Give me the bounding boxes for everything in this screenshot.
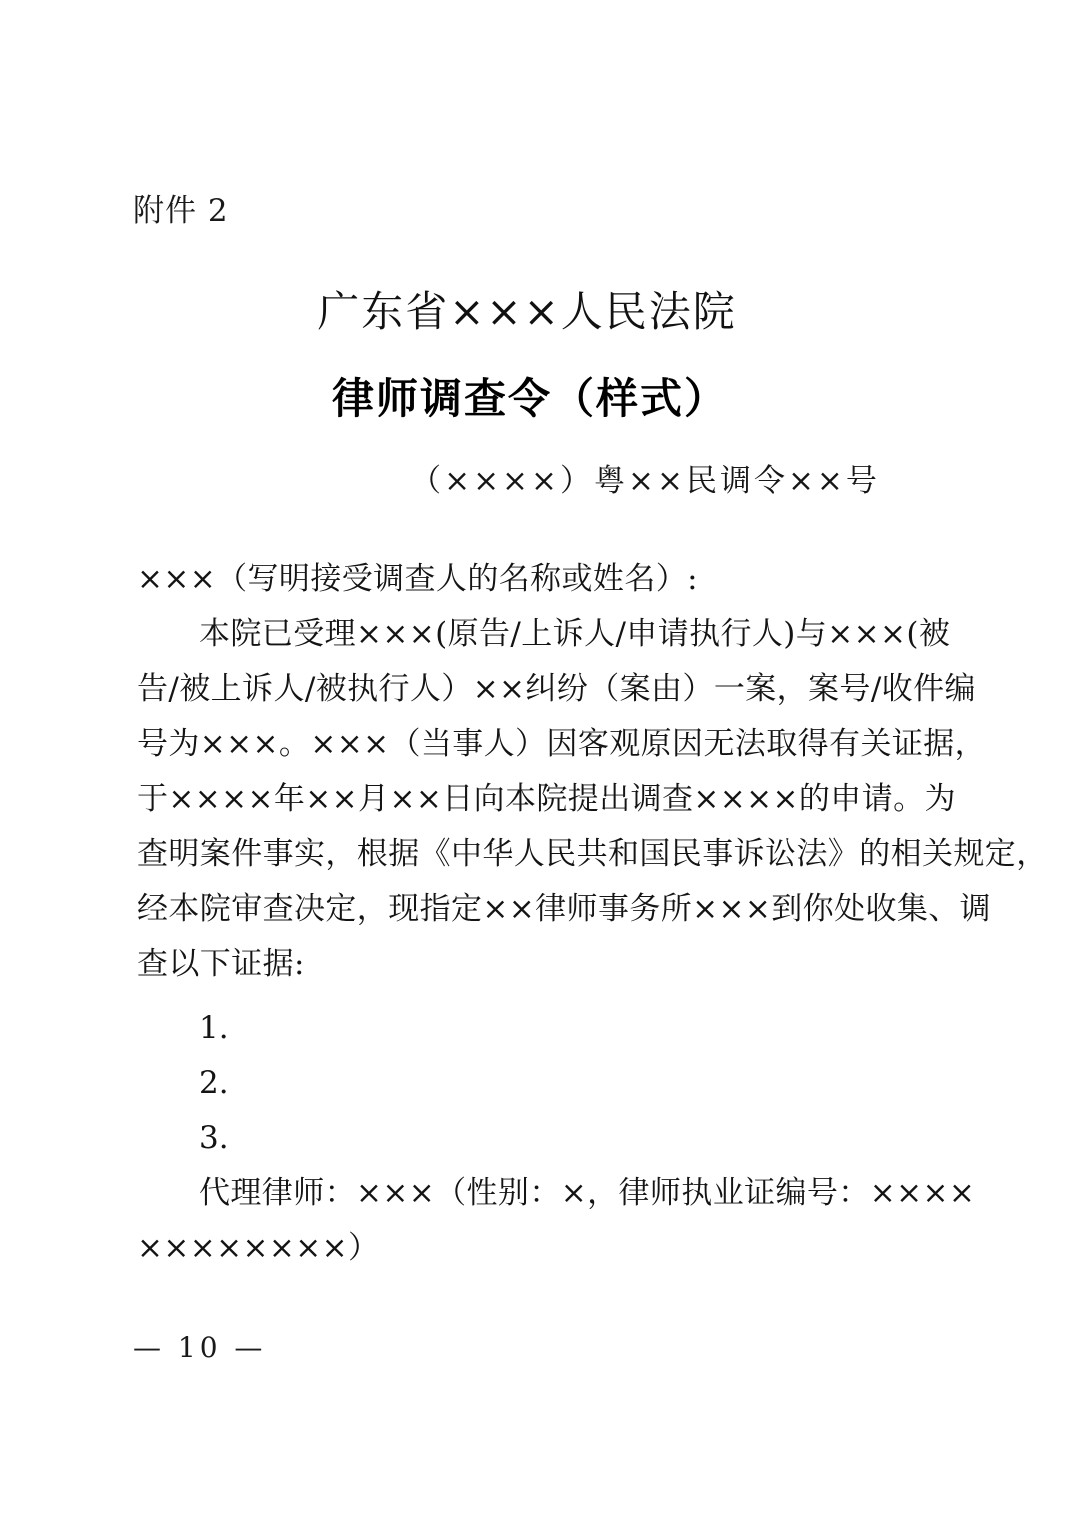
body-paragraph-line: 于××××年××月××日向本院提出调查××××的申请。为: [137, 781, 956, 817]
list-item-number: 2.: [199, 1065, 229, 1101]
list-item-number: 1.: [199, 1010, 229, 1046]
body-paragraph-line: 本院已受理×××(原告/上诉人/申请执行人)与×××(被: [199, 616, 951, 652]
attachment-label: 附件 2: [133, 193, 229, 229]
body-paragraph-line: 查以下证据:: [137, 946, 305, 982]
case-number: （××××）粤××民调令××号: [410, 463, 880, 499]
court-title: 广东省×××人民法院: [317, 287, 737, 336]
lawyer-info-line: 代理律师：×××（性别：×，律师执业证编号：××××: [199, 1175, 976, 1211]
recipient-line: ×××（写明接受调查人的名称或姓名）:: [137, 561, 698, 597]
body-paragraph-line: 经本院审查决定，现指定××律师事务所×××到你处收集、调: [137, 891, 992, 927]
list-item-number: 3.: [199, 1120, 229, 1156]
list-item: [137, 1111, 963, 1166]
body-paragraph-line: 号为×××。×××（当事人）因客观原因无法取得有关证据，: [137, 726, 987, 762]
title-block: [0, 283, 1080, 429]
evidence-list: [137, 1001, 963, 1166]
lawyer-info-line: ××××××××）: [137, 1230, 380, 1266]
page-number-footer: — 10 —: [133, 1331, 267, 1364]
body-paragraph-line: 告/被上诉人/被执行人）××纠纷（案由）一案，案号/收件编: [137, 671, 976, 707]
document-title: 律师调查令（样式）: [331, 374, 728, 423]
body-block: [137, 552, 1048, 992]
body-paragraph-line: 查明案件事实，根据《中华人民共和国民事诉讼法》的相关规定，: [137, 836, 1048, 872]
lawyer-block: [137, 1166, 997, 1276]
list-item: [137, 1056, 963, 1111]
list-item: [137, 1001, 963, 1056]
